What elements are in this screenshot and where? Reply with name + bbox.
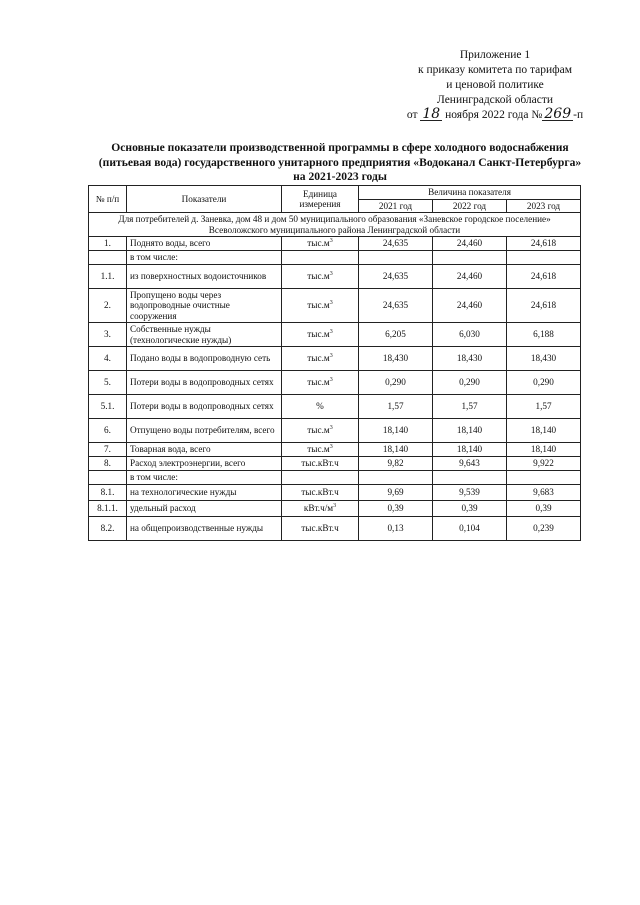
- row-value-2021: 0,39: [359, 500, 433, 516]
- row-number: 1.: [89, 237, 127, 251]
- row-value-2021: 1,57: [359, 395, 433, 419]
- section-header: Для потребителей д. Заневка, дом 48 и дом 50 муниципального образования «Заневское городское поселение» Всеволожского муниципального района Ленинградской области: [89, 213, 581, 237]
- unit-exponent: 3: [329, 238, 333, 245]
- title-line-3: на 2021-2023 годы: [293, 170, 387, 183]
- row-indicator: в том числе:: [127, 251, 282, 265]
- table-row: [89, 323, 581, 347]
- col-header-2023: 2023 год: [507, 199, 581, 213]
- indicators-table: [88, 185, 581, 541]
- title-line-1: Основные показатели производственной программы в сфере холодного водоснабжения: [111, 141, 569, 154]
- row-value-2022: 24,460: [433, 237, 507, 251]
- row-value-2022: 6,030: [433, 323, 507, 347]
- row-unit: $тыс.м^3$: [282, 237, 359, 251]
- row-number: 6.: [89, 419, 127, 443]
- table-row: [89, 347, 581, 371]
- row-indicator: Поднято воды, всего: [127, 237, 282, 251]
- row-number: 1.1.: [89, 264, 127, 288]
- row-indicator: Потери воды в водопроводных сетях: [127, 395, 282, 419]
- row-value-2022: 0,39: [433, 500, 507, 516]
- table-row: [89, 395, 581, 419]
- row-value-2022: 0,104: [433, 516, 507, 540]
- unit-exponent: 3: [329, 353, 333, 360]
- table-row: [89, 237, 581, 251]
- row-value-2022: 24,460: [433, 288, 507, 323]
- row-number: 4.: [89, 347, 127, 371]
- order-month-year: ноября 2022 года №: [445, 109, 543, 121]
- row-value-2021: [359, 471, 433, 485]
- row-indicator: Отпущено воды потребителям, всего: [127, 419, 282, 443]
- row-unit: [282, 251, 359, 265]
- table-row: [89, 484, 581, 500]
- row-number: 8.2.: [89, 516, 127, 540]
- row-unit: $тыс.м^3$: [282, 264, 359, 288]
- row-value-2023: [507, 251, 581, 265]
- row-unit: $тыс.м^3$: [282, 371, 359, 395]
- order-number: 269: [544, 106, 572, 122]
- order-day: 18: [422, 106, 441, 122]
- row-indicator: Подано воды в водопроводную сеть: [127, 347, 282, 371]
- col-header-2021: 2021 год: [359, 199, 433, 213]
- table-row: [89, 371, 581, 395]
- title-line-2: (питьевая вода) государственного унитарного предприятия «Водоканал Санкт-Петербурга»: [98, 155, 582, 169]
- col-header-indicator: Показатели: [127, 186, 282, 213]
- row-value-2023: 9,683: [507, 484, 581, 500]
- unit-exponent: 3: [329, 377, 333, 384]
- table-row: [89, 419, 581, 443]
- row-value-2021: 18,430: [359, 347, 433, 371]
- col-header-unit: Единица измерения: [282, 186, 359, 213]
- row-number: 2.: [89, 288, 127, 323]
- row-value-2023: [507, 471, 581, 485]
- row-value-2023: 1,57: [507, 395, 581, 419]
- col-header-num: № п/п: [89, 186, 127, 213]
- row-value-2022: 18,430: [433, 347, 507, 371]
- row-number: 8.1.: [89, 484, 127, 500]
- row-unit: $тыс.м^3$: [282, 347, 359, 371]
- row-indicator: из поверхностных водоисточников: [127, 264, 282, 288]
- row-value-2022: 24,460: [433, 264, 507, 288]
- col-header-value: Величина показателя: [359, 186, 581, 200]
- order-date-line: [395, 108, 595, 123]
- row-indicator: в том числе:: [127, 471, 282, 485]
- row-value-2023: 18,140: [507, 419, 581, 443]
- row-value-2023: 0,39: [507, 500, 581, 516]
- row-number: 8.: [89, 457, 127, 471]
- row-indicator: Пропущено воды через водопроводные очистные сооружения: [127, 288, 282, 323]
- row-value-2023: 9,922: [507, 457, 581, 471]
- row-indicator: Товарная вода, всего: [127, 443, 282, 457]
- row-value-2022: 9,643: [433, 457, 507, 471]
- table-row: [89, 516, 581, 540]
- row-unit: тыс.кВт.ч: [282, 457, 359, 471]
- unit-exponent: 3: [329, 425, 333, 432]
- row-value-2023: 0,239: [507, 516, 581, 540]
- row-value-2022: 18,140: [433, 443, 507, 457]
- row-value-2023: 24,618: [507, 264, 581, 288]
- table-row: [89, 457, 581, 471]
- unit-exponent: 3: [333, 502, 337, 509]
- row-value-2023: 18,140: [507, 443, 581, 457]
- row-value-2022: [433, 471, 507, 485]
- row-value-2023: 0,290: [507, 371, 581, 395]
- row-value-2021: 18,140: [359, 419, 433, 443]
- row-value-2022: [433, 251, 507, 265]
- row-indicator: удельный расход: [127, 500, 282, 516]
- date-prefix: от: [406, 109, 418, 121]
- row-number: 5.1.: [89, 395, 127, 419]
- row-indicator: Расход электроэнергии, всего: [127, 457, 282, 471]
- row-value-2022: 9,539: [433, 484, 507, 500]
- row-value-2023: 6,188: [507, 323, 581, 347]
- row-value-2021: 24,635: [359, 264, 433, 288]
- row-value-2022: 18,140: [433, 419, 507, 443]
- row-value-2023: 18,430: [507, 347, 581, 371]
- row-value-2023: 24,618: [507, 288, 581, 323]
- row-indicator: Собственные нужды (технологические нужды): [127, 323, 282, 347]
- row-value-2021: [359, 251, 433, 265]
- row-number: 3.: [89, 323, 127, 347]
- row-unit: $тыс.м^3$: [282, 323, 359, 347]
- row-indicator: на технологические нужды: [127, 484, 282, 500]
- row-value-2021: 0,13: [359, 516, 433, 540]
- unit-exponent: 3: [329, 270, 333, 277]
- row-value-2023: 24,618: [507, 237, 581, 251]
- unit-exponent: 3: [329, 299, 333, 306]
- table-row: [89, 471, 581, 485]
- row-number: 5.: [89, 371, 127, 395]
- row-number: [89, 471, 127, 485]
- row-unit: [282, 471, 359, 485]
- row-indicator: на общепроизводственные нужды: [127, 516, 282, 540]
- row-number: 7.: [89, 443, 127, 457]
- row-unit: $кВт.ч/м^3$: [282, 500, 359, 516]
- row-value-2021: 9,69: [359, 484, 433, 500]
- row-unit: $тыс.м^3$: [282, 419, 359, 443]
- appendix-line-1: Приложение 1: [459, 49, 531, 61]
- row-value-2021: 0,290: [359, 371, 433, 395]
- appendix-header: [395, 48, 595, 123]
- row-value-2022: 1,57: [433, 395, 507, 419]
- document-title: [80, 141, 600, 185]
- row-value-2021: 18,140: [359, 443, 433, 457]
- row-indicator: Потери воды в водопроводных сетях: [127, 371, 282, 395]
- row-number: 8.1.1.: [89, 500, 127, 516]
- row-unit: тыс.кВт.ч: [282, 484, 359, 500]
- appendix-line-4: Ленинградской области: [436, 94, 554, 106]
- table-row: [89, 288, 581, 323]
- row-value-2022: 0,290: [433, 371, 507, 395]
- table-row: [89, 251, 581, 265]
- unit-exponent: 3: [329, 329, 333, 336]
- row-unit: тыс.кВт.ч: [282, 516, 359, 540]
- row-unit: $тыс.м^3$: [282, 443, 359, 457]
- table-row: [89, 500, 581, 516]
- unit-exponent: 3: [329, 444, 333, 451]
- table-row: [89, 264, 581, 288]
- row-value-2021: 24,635: [359, 237, 433, 251]
- row-unit: $тыс.м^3$: [282, 288, 359, 323]
- row-value-2021: 24,635: [359, 288, 433, 323]
- row-value-2021: 9,82: [359, 457, 433, 471]
- row-unit: %: [282, 395, 359, 419]
- appendix-line-2: к приказу комитета по тарифам: [418, 64, 572, 76]
- order-suffix: -п: [573, 109, 584, 121]
- row-value-2021: 6,205: [359, 323, 433, 347]
- row-number: [89, 251, 127, 265]
- col-header-2022: 2022 год: [433, 199, 507, 213]
- table-row: [89, 443, 581, 457]
- appendix-line-3: и ценовой политике: [446, 79, 544, 91]
